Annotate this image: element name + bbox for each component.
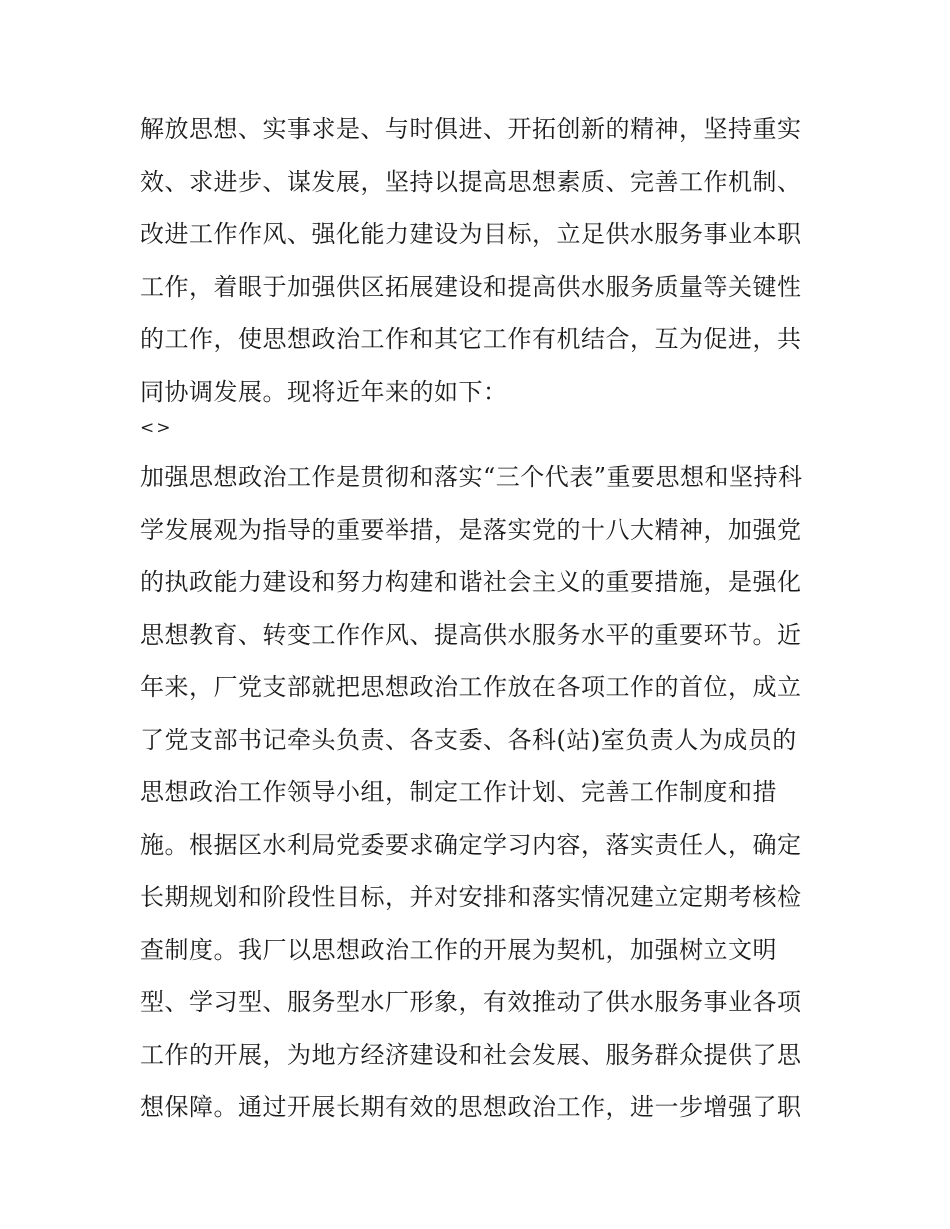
text-line: 工作的开展，为地方经济建设和社会发展、服务群众提供了思 — [140, 1040, 802, 1069]
text-line: 思想政治工作领导小组，制定工作计划、完善工作制度和措 — [140, 778, 777, 806]
text-line: 查制度。我厂以思想政治工作的开展为契机，加强树立文明 — [140, 935, 777, 964]
text-line: 的执政能力建设和努力构建和谐社会主义的重要措施，是强化 — [140, 568, 802, 596]
text-line: 工作，着眼于加强供区拓展建设和提高供水服务质量等关键性 — [140, 272, 802, 301]
text-line: 了党支部书记牵头负责、各支委、各科(站)室负责人为成员的 — [140, 725, 797, 754]
text-line: 效、求进步、谋发展，坚持以提高思想素质、完善工作机制、 — [140, 167, 802, 196]
text-line: 长期规划和阶段性目标，并对安排和落实情况建立定期考核检 — [140, 883, 802, 911]
text-line: 解放思想、实事求是、与时俱进、开拓创新的精神，坚持重实 — [140, 115, 802, 143]
text-line: 的工作，使思想政治工作和其它工作有机结合，互为促进，共 — [140, 325, 802, 353]
marker-text: <> — [140, 418, 173, 438]
paragraph-1 — [140, 103, 820, 418]
text-line: 加强思想政治工作是贯彻和落实“三个代表”重要思想和坚持科 — [140, 463, 803, 491]
paragraph-2 — [140, 451, 820, 1134]
text-line: 思想教育、转变工作作风、提高供水服务水平的重要环节。近 — [140, 620, 802, 649]
text-line: 同协调发展。现将近年来的如下： — [140, 377, 508, 406]
text-line: 想保障。通过开展长期有效的思想政治工作，进一步增强了职 — [140, 1093, 802, 1121]
text-line: 施。根据区水利局党委要求确定学习内容，落实责任人，确定 — [140, 830, 802, 859]
text-line: 年来，厂党支部就把思想政治工作放在各项工作的首位，成立 — [140, 673, 802, 701]
text-line: 改进工作作风、强化能力建设为目标，立足供水服务事业本职 — [140, 220, 802, 248]
section-marker — [140, 408, 820, 448]
text-line: 型、学习型、服务型水厂形象，有效推动了供水服务事业各项 — [140, 988, 802, 1016]
text-line: 学发展观为指导的重要举措，是落实党的十八大精神，加强党 — [140, 515, 802, 544]
